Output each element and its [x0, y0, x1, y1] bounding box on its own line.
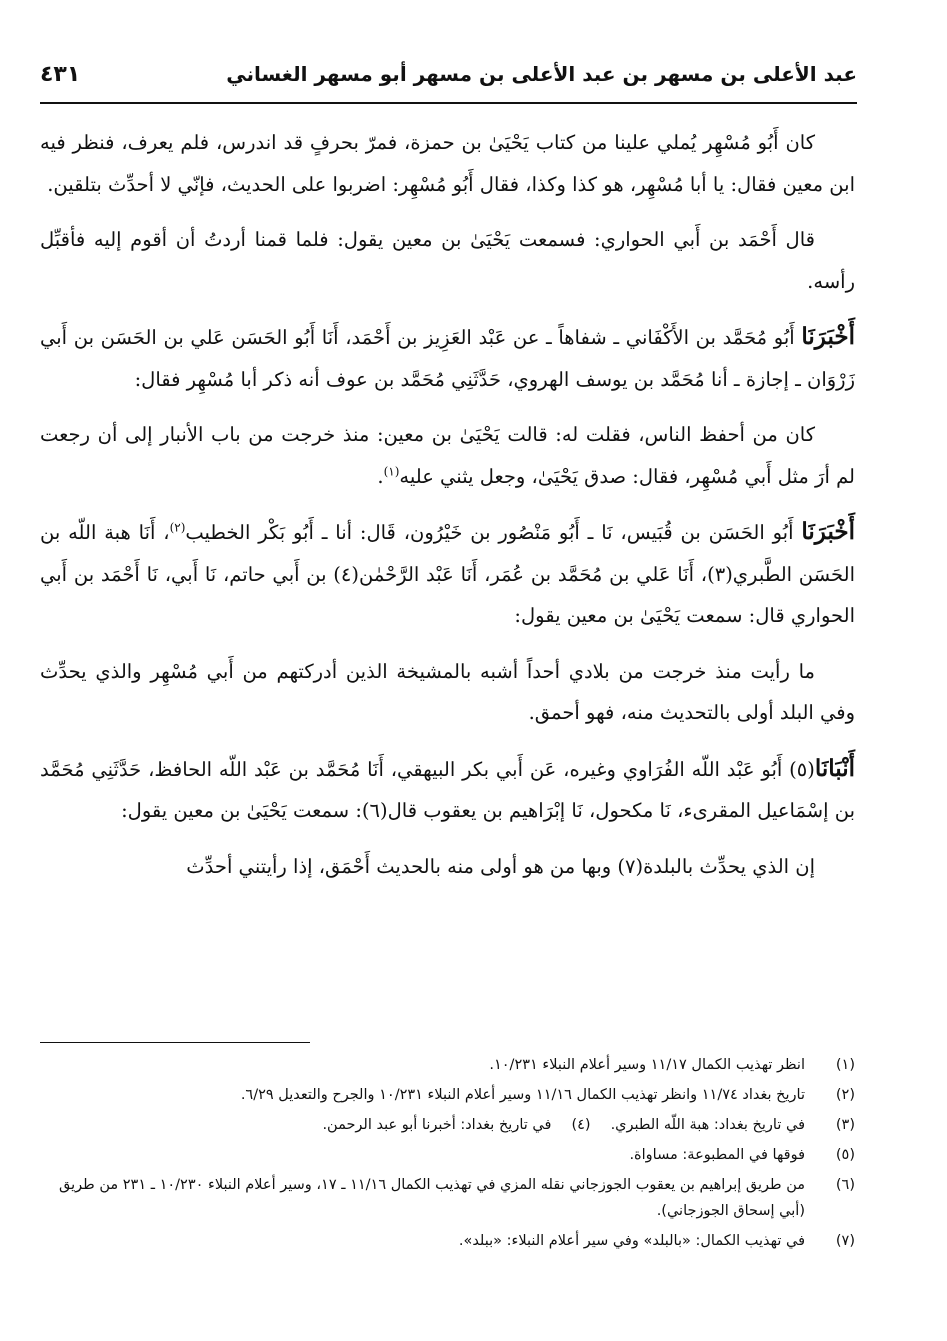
- footnote: [40, 1172, 855, 1224]
- paragraph-text: ما رأيت منذ خرجت من بلادي أحداً أشبه بالمشيخة الذين أدركتهم من أَبي مُسْهِر والذي يحدِّث وفي البلد أولى بالتحديث منه، فهو أحمق.: [40, 659, 855, 724]
- footnote-ref: (١): [383, 464, 400, 478]
- footnote-number: (٢): [835, 1087, 855, 1103]
- footnote: [40, 1052, 855, 1078]
- isnad-paragraph: [40, 511, 855, 637]
- paragraph-text: إن الذي يحدِّث بالبلدة(٧) وبها من هو أولى منه بالحديث أَحْمَق، إذا رأيتني أحدِّث: [186, 854, 815, 878]
- page-number: ٤٣١: [40, 62, 81, 87]
- paragraph-text: (٥) أَبُو عَبْد اللّه الفُرَاوي وغيره، عَن أَبي بكر البيهقي، أَنَا مُحَمَّد بن عَبْد اللّه الحافظ، حَدَّثَنِي مُحَمَّد بن إسْمَاعيل المقرىء، نَا مكحول، نَا إبْرَاهيم بن يعقوب قال(٦): سمعت يَحْيَىٰ بن معين يقول:: [40, 757, 855, 822]
- narration-lead-word: أَخْبَرَنَا: [801, 518, 855, 545]
- narration-lead-word: أَنْبَانَا: [814, 754, 855, 782]
- isnad-paragraph: [40, 316, 855, 400]
- page-header: [40, 58, 857, 104]
- paragraph: [40, 219, 855, 302]
- paragraph-text: قال أَحْمَد بن أَبي الحواري: فسمعت يَحْيَىٰ بن معين يقول: فلما قمنا أردتُ أن أقوم إليه فأقبِّل رأسه.: [40, 228, 855, 293]
- paragraph-tail: ، أَنَا هبة اللّه بن الحَسَن الطَّبري(٣)، أَنَا عَلي بن مُحَمَّد بن عُمَر، أَنَا عَبْد الرَّحْمٰن(٤) بن أَبي حاتم، نَا أَبي، نَا أَحْمَد بن أَبي الحواري قال: سمعت يَحْيَىٰ بن معين يقول:: [40, 521, 855, 627]
- footnote-number: (٤): [571, 1117, 591, 1133]
- footnote: [40, 1142, 855, 1168]
- footnote-text: فوقها في المطبوعة: مساواة.: [629, 1147, 805, 1163]
- paragraph-text: كان أَبُو مُسْهِر يُملي علينا من كتاب يَحْيَىٰ بن حمزة، فمرّ بحرفٍ قد اندرس، فلم يعرف، فنظر فيه ابن معين فقال: يا أبا مُسْهِر، هو كذا وكذا، فقال أَبُو مُسْهِر: اضربوا على الحديث، فإنّي لا أحدِّث بتلقين.: [40, 131, 855, 196]
- footnote-number: (٣): [835, 1117, 855, 1133]
- paragraph: [40, 651, 855, 734]
- footnote-number: (٧): [835, 1233, 855, 1249]
- footnote-separator: [40, 1042, 310, 1043]
- footnotes: [40, 1052, 855, 1258]
- paragraph-text: أَبُو مُحَمَّد بن الأَكْفَاني ـ شفاهاً ـ عن عَبْد العَزِيز بن أَحْمَد، أَنَا أَبُو الحَسَن عَلي بن الحَسَن بن أَبي زَرْوَان ـ إجازة ـ أنا مُحَمَّد بن يوسف الهروي، حَدَّثَنِي مُحَمَّد بن عوف أنه ذكر أبا مُسْهِر فقال:: [40, 326, 855, 391]
- footnote: [40, 1228, 855, 1254]
- footnote-text: انظر تهذيب الكمال ١١/١٧ وسير أعلام النبلاء ١٠/٢٣١.: [489, 1057, 805, 1073]
- footnote-number: (٦): [835, 1177, 855, 1193]
- main-text: [40, 122, 855, 901]
- paragraph-tail: .: [377, 464, 384, 488]
- paragraph: [40, 414, 855, 497]
- paragraph: [40, 846, 855, 888]
- footnote-text: في تاريخ بغداد: هبة اللّه الطبري.: [610, 1117, 805, 1133]
- footnote-number: (٥): [835, 1147, 855, 1163]
- paragraph: [40, 122, 855, 205]
- footnote-text: تاريخ بغداد ١١/٧٤ وانظر تهذيب الكمال ١١/١٦ وسير أعلام النبلاء ١٠/٢٣١ والجرح والتعديل ٦/٢٩.: [240, 1087, 805, 1103]
- isnad-paragraph: [40, 748, 855, 832]
- footnote-text: في تاريخ بغداد: أخبرنا أبو عبد الرحمن.: [322, 1117, 552, 1133]
- footnote-number: (١): [835, 1057, 855, 1073]
- footnote: [40, 1112, 855, 1138]
- narration-lead-word: أَخْبَرَنَا: [801, 323, 855, 350]
- footnote-ref: (٢): [169, 520, 186, 535]
- paragraph-text: كان من أحفظ الناس، فقلت له: قالت يَحْيَىٰ بن معين: منذ خرجت من باب الأنبار إلى أن رجعت لم أرَ مثل أَبي مُسْهِر، فقال: صدق يَحْيَىٰ، وجعل يثني عليه: [40, 423, 855, 488]
- footnote-text: في تهذيب الكمال: «بالبلد» وفي سير أعلام النبلاء: «ببلد».: [458, 1233, 805, 1249]
- running-title: عبد الأعلى بن مسهر بن عبد الأعلى بن مسهر أبو مسهر الغساني: [226, 62, 857, 86]
- paragraph-text: أَبُو الحَسَن بن قُبَيس، نَا ـ أَبُو مَنْصُور بن خَيْرُون، قَال: أنا ـ أَبُو بَكْر الخطيب: [185, 521, 802, 544]
- footnote: [40, 1082, 855, 1108]
- footnote-pair: [40, 1112, 805, 1138]
- footnote-text: من طريق إبراهيم بن يعقوب الجوزجاني نقله المزي في تهذيب الكمال ١١/١٦ ـ ١٧، وسير أعلام النبلاء ١٠/٢٣٠ ـ ٢٣١ من طريق (أبي إسحاق الجوزجاني).: [59, 1177, 805, 1219]
